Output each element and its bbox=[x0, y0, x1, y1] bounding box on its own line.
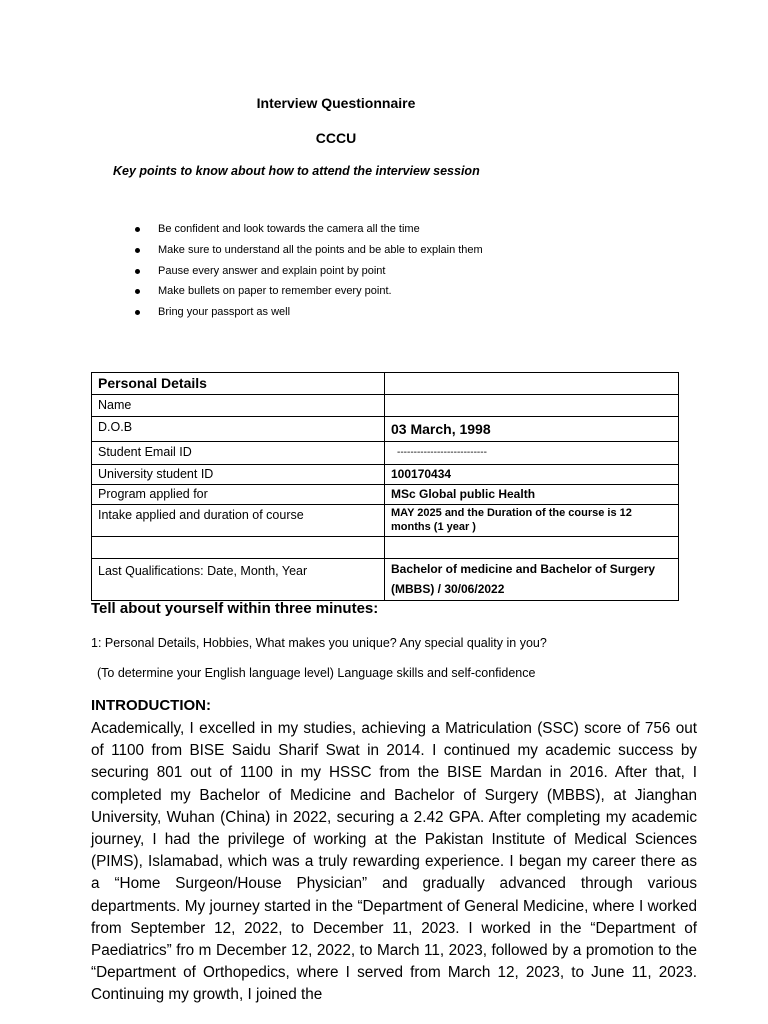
table-label-cell bbox=[92, 537, 385, 559]
table-value-cell: --------------------------- bbox=[385, 442, 679, 465]
table-row bbox=[92, 395, 679, 417]
table-header-cell: Personal Details bbox=[92, 373, 385, 395]
table-row bbox=[92, 465, 679, 485]
list-item: Be confident and look towards the camera all the time bbox=[135, 221, 483, 242]
question-1-note: (To determine your English language level) Language skills and self-confidence bbox=[97, 666, 536, 680]
table-label-cell: D.O.B bbox=[92, 417, 385, 442]
bullet-icon bbox=[135, 269, 140, 274]
document-title: Interview Questionnaire bbox=[256, 95, 416, 111]
table-label-cell: Last Qualifications: Date, Month, Year bbox=[92, 559, 385, 601]
table-label-cell: Student Email ID bbox=[92, 442, 385, 465]
list-item: Make sure to understand all the points and be able to explain them bbox=[135, 242, 483, 263]
table-value-cell: Bachelor of medicine and Bachelor of Surgery (MBBS) / 30/06/2022 bbox=[385, 559, 679, 601]
table-label-cell: Intake applied and duration of course bbox=[92, 505, 385, 537]
table-value-cell: 100170434 bbox=[385, 465, 679, 485]
table-row bbox=[92, 373, 679, 395]
table-row bbox=[92, 417, 679, 442]
bullet-icon bbox=[135, 310, 140, 315]
table-cell bbox=[385, 373, 679, 395]
table-value-cell bbox=[385, 395, 679, 417]
table-row bbox=[92, 505, 679, 537]
table-label-cell: University student ID bbox=[92, 465, 385, 485]
document-subtitle: CCCU bbox=[315, 130, 357, 146]
table-row bbox=[92, 559, 679, 601]
tell-about-heading: Tell about yourself within three minutes: bbox=[91, 600, 379, 617]
introduction-heading: INTRODUCTION: bbox=[91, 697, 211, 714]
list-item: Bring your passport as well bbox=[135, 304, 483, 325]
list-item: Make bullets on paper to remember every point. bbox=[135, 283, 483, 304]
table-value-cell: MAY 2025 and the Duration of the course is 12 months (1 year ) bbox=[385, 505, 679, 537]
table-row bbox=[92, 485, 679, 505]
bullet-icon bbox=[135, 227, 140, 232]
table-row bbox=[92, 537, 679, 559]
personal-details-table bbox=[91, 372, 679, 601]
bullet-icon bbox=[135, 289, 140, 294]
key-points-list bbox=[135, 221, 483, 325]
table-label-cell: Name bbox=[92, 395, 385, 417]
table-value-cell: MSc Global public Health bbox=[385, 485, 679, 505]
list-item: Pause every answer and explain point by point bbox=[135, 263, 483, 284]
table-value-cell bbox=[385, 537, 679, 559]
table-label-cell: Program applied for bbox=[92, 485, 385, 505]
question-1: 1: Personal Details, Hobbies, What makes you unique? Any special quality in you? bbox=[91, 636, 547, 650]
table-value-cell: 03 March, 1998 bbox=[385, 417, 679, 442]
bullet-icon bbox=[135, 248, 140, 253]
table-row bbox=[92, 442, 679, 465]
introduction-paragraph: Academically, I excelled in my studies, achieving a Matriculation (SSC) score of 756 out of 1100 from BISE Saidu Sharif Swat in 2014. I continued my academic success by securing 801 out of 1100 in my HSSC from the BISE Mardan in 2016. After that, I completed my Bachelor of Medicine and Bachelor of Surgery (MBBS), at Jianghan University, Wuhan (China) in 2022, securing a 2.42 GPA. After completing my academic journey, I had the privilege of working at the Pakistan Institute of Medical Sciences (PIMS), Islamabad, which was a truly rewarding experience. I began my career there as a “Home Surgeon/House Physician” and gradually advanced through various departments. My journey started in the “Department of General Medicine, where I worked from September 12, 2022, to December 11, 2023. I worked in the “Department of Paediatrics” fro m December 12, 2022, to March 11, 2023, followed by a promotion to the “Department of Orthopedics, where I served from March 12, 2023, to June 11, 2023. Continuing my growth, I joined the bbox=[91, 720, 697, 1004]
key-points-heading: Key points to know about how to attend the interview session bbox=[113, 164, 480, 178]
